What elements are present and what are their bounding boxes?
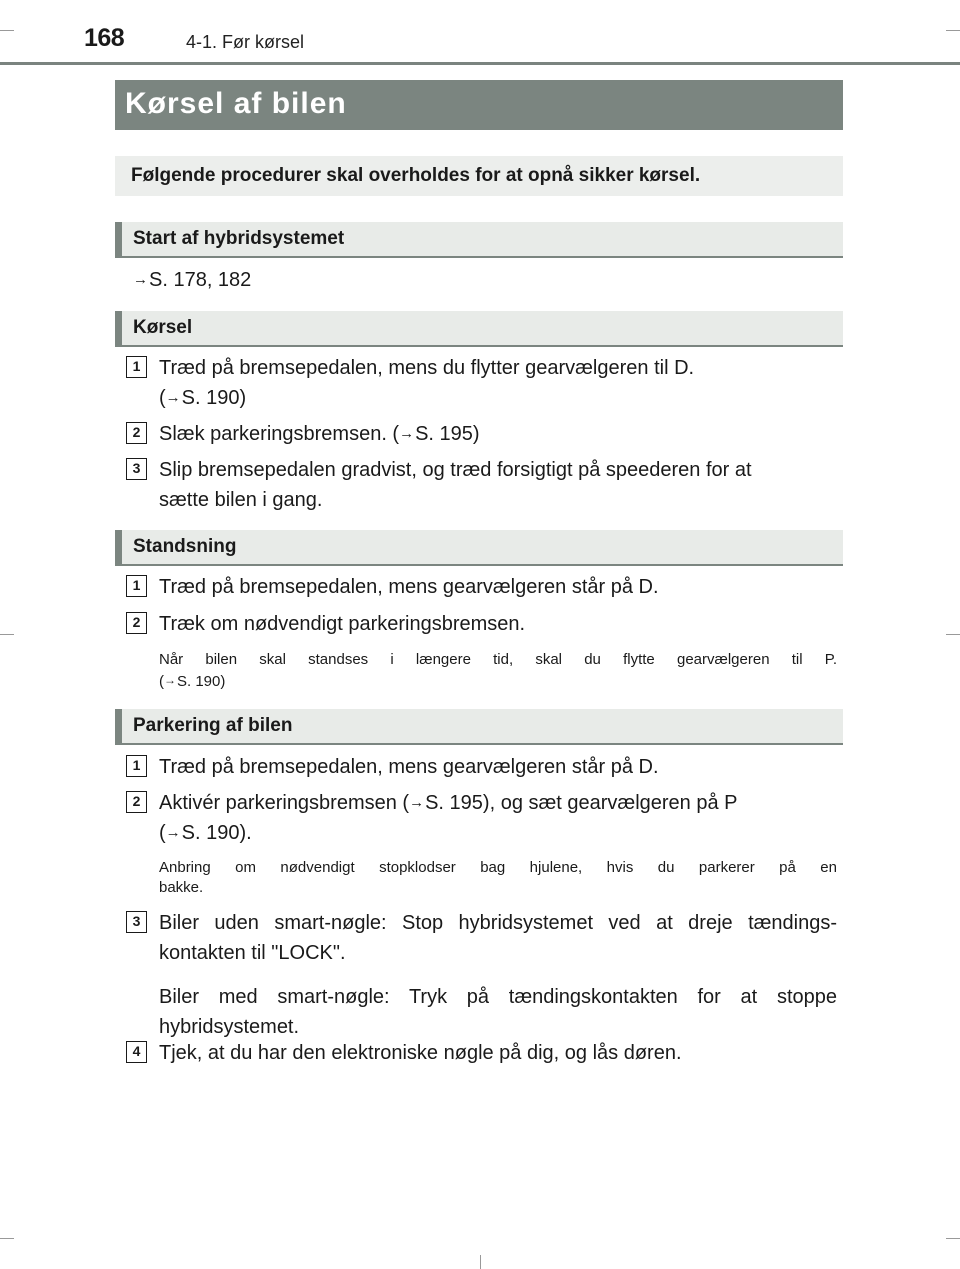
step-number-badge: 1 <box>126 575 147 597</box>
step-number-badge: 2 <box>126 791 147 813</box>
step-text: Tjek, at du har den elektroniske nøgle på dig, og lås døren. <box>159 1042 682 1064</box>
step-ref-line <box>159 818 837 848</box>
arrow-icon: → <box>165 824 181 841</box>
section-heading-driving <box>115 311 843 347</box>
stopping-note <box>159 650 837 692</box>
step-number-badge: 3 <box>126 911 147 933</box>
step-number-badge: 2 <box>126 422 147 444</box>
note-text: Anbring om nødvendigt stopklodser bag hjulene, hvis du parkerer på en <box>159 859 837 876</box>
crop-mark <box>480 1255 481 1269</box>
step-line <box>159 788 837 818</box>
page-number: 168 <box>84 24 125 52</box>
arrow-icon: → <box>409 794 425 811</box>
parking-step-2 <box>159 788 837 848</box>
step-number-badge: 3 <box>126 458 147 480</box>
crop-mark <box>946 1238 960 1239</box>
crop-mark <box>0 30 14 31</box>
step-text: sætte bilen i gang. <box>159 489 323 511</box>
crop-mark <box>0 1238 14 1239</box>
step-text: Træk om nødvendigt parkeringsbremsen. <box>159 613 526 635</box>
page-title: Kørsel af bilen <box>125 87 347 120</box>
arrow-icon: → <box>399 425 415 442</box>
start-reference <box>133 265 811 295</box>
page-header <box>84 22 844 58</box>
section-heading-label: Start af hybridsystemet <box>133 228 345 249</box>
step-text: Træd på bremsepedalen, mens du flytter gearvælgeren til D. <box>159 357 695 379</box>
intro-box <box>115 156 843 196</box>
reference-link[interactable]: S. 190). <box>181 822 252 844</box>
driving-step-2 <box>159 419 837 449</box>
reference-link[interactable]: S. 190) <box>177 673 226 690</box>
reference-link[interactable]: S. 190) <box>181 387 247 409</box>
step-ref-line <box>159 383 837 413</box>
section-heading-label: Parkering af bilen <box>133 715 293 736</box>
step-text: Biler uden smart-nøgle: Stop hybridsystemet ved at dreje tændings- <box>159 912 837 934</box>
arrow-icon: → <box>133 271 148 288</box>
step-number-badge: 1 <box>126 356 147 378</box>
section-heading-label: Standsning <box>133 536 237 557</box>
note-text: bakke. <box>159 879 204 896</box>
chapter-label: 4-1. Før kørsel <box>186 32 305 52</box>
header-rule <box>0 62 960 65</box>
paren: ( <box>159 822 166 844</box>
step-text: Træd på bremsepedalen, mens gearvælgeren står på D. <box>159 576 659 598</box>
step-number-badge: 4 <box>126 1041 147 1063</box>
reference-link[interactable]: S. 178, 182 <box>149 269 252 291</box>
page-title-bar <box>115 80 843 130</box>
intro-text: Følgende procedurer skal overholdes for at opnå sikker kørsel. <box>131 165 701 186</box>
crop-mark <box>946 30 960 31</box>
section-heading-stopping <box>115 530 843 566</box>
crop-mark <box>946 634 960 635</box>
step-text: hybridsystemet. <box>159 1016 300 1038</box>
reference-link[interactable]: S. 195), og sæt gearvælgeren på P <box>425 792 738 814</box>
step-text: kontakten til "LOCK". <box>159 942 346 964</box>
paren: ( <box>159 387 166 409</box>
step-text: Træd på bremsepedalen, mens gearvælgeren står på D. <box>159 756 659 778</box>
stopping-step-2 <box>159 609 837 639</box>
stopping-step-1 <box>159 572 837 602</box>
parking-step-1 <box>159 752 837 782</box>
step-number-badge: 2 <box>126 612 147 634</box>
section-heading-parking <box>115 709 843 745</box>
paren: ( <box>159 673 164 690</box>
step-text: Aktivér parkeringsbremsen ( <box>159 792 410 814</box>
step-number-badge: 1 <box>126 755 147 777</box>
section-heading-start <box>115 222 843 258</box>
step-text: Slip bremsepedalen gradvist, og træd forsigtigt på speederen for at <box>159 459 752 481</box>
parking-step-3 <box>159 908 837 1042</box>
arrow-icon: → <box>164 673 176 687</box>
step-text: Slæk parkeringsbremsen. ( <box>159 423 400 445</box>
step-text: Biler med smart-nøgle: Tryk på tændingskontakten for at stoppe <box>159 986 837 1008</box>
parking-step-4 <box>159 1038 837 1068</box>
driving-step-3 <box>159 455 837 515</box>
note-text: Når bilen skal standses i længere tid, skal du flytte gearvælgeren til P. <box>159 651 837 668</box>
arrow-icon: → <box>165 389 181 406</box>
driving-step-1 <box>159 353 837 413</box>
section-heading-label: Kørsel <box>133 317 193 338</box>
parking-note <box>159 858 837 898</box>
reference-link[interactable]: S. 195) <box>415 423 480 445</box>
note-ref-line <box>159 670 837 692</box>
crop-mark <box>0 634 14 635</box>
